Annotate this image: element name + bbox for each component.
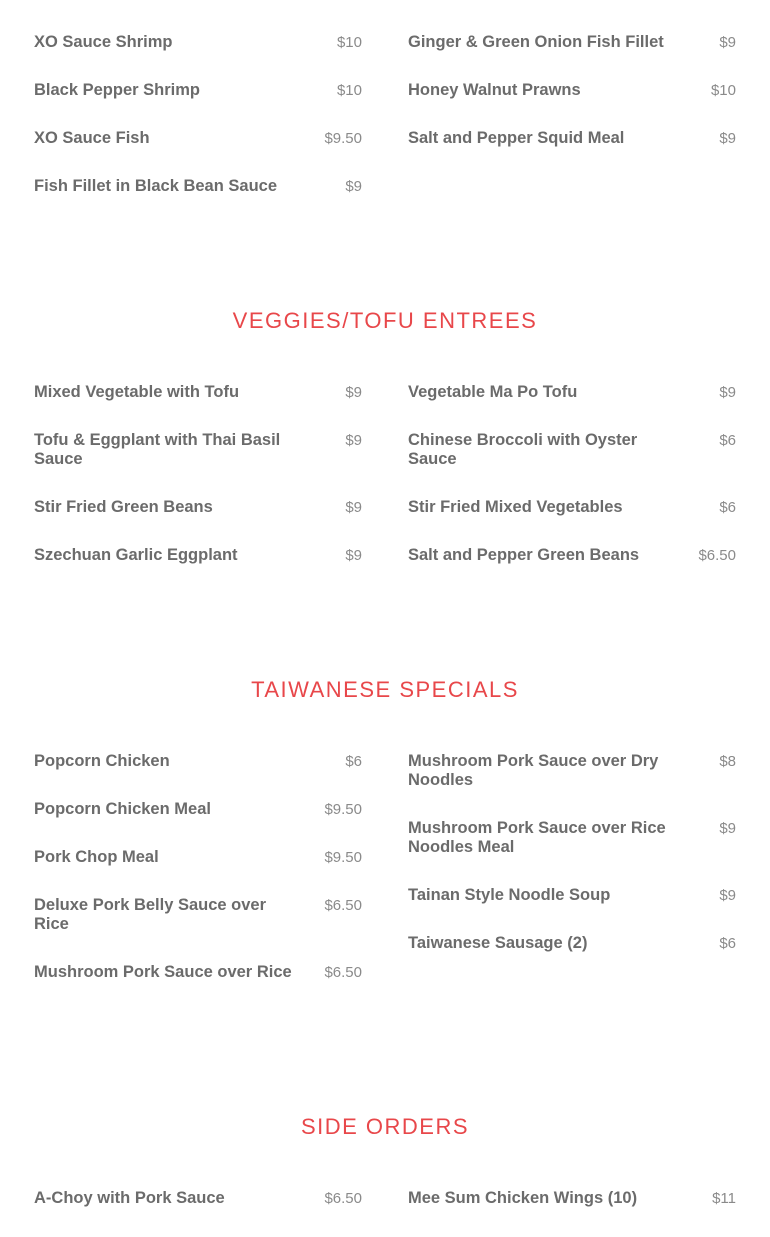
menu-item [34,33,362,52]
menu-item [408,383,736,402]
taiwanese-left-column [34,752,362,1011]
item-name: Deluxe Pork Belly Sauce over Rice [34,896,267,933]
item-name: Tainan Style Noodle Soup [408,886,611,904]
item-price: $9.50 [324,130,362,147]
section-title-taiwanese: TAIWANESE SPECIALS [251,677,519,702]
section-title-sides: SIDE ORDERS [300,1114,470,1139]
item-name: XO Sauce Shrimp [34,33,173,51]
menu-item [408,498,736,517]
item-name: Taiwanese Sausage (2) [408,934,588,952]
menu-item [34,800,362,819]
item-name: Honey Walnut Prawns [408,81,581,99]
item-name: Stir Fried Green Beans [34,498,213,516]
section-title-veggies: VEGGIES/TOFU ENTREES [232,308,538,333]
menu-item [34,177,362,196]
item-price: $9.50 [324,849,362,866]
item-price: $9 [719,34,736,51]
item-price: $9 [345,547,362,564]
menu-item [34,752,362,771]
menu-item [408,886,736,905]
item-price: $10 [336,34,362,51]
item-name: Vegetable Ma Po Tofu [408,383,578,401]
item-price: $6 [719,499,736,516]
menu-item [34,431,362,469]
item-name: Tofu & Eggplant with Thai Basil Sauce [34,431,281,468]
menu-item [34,498,362,517]
item-name: Fish Fillet in Black Bean Sauce [34,177,277,195]
item-price: $8 [719,753,736,770]
menu-item [34,963,362,982]
menu-item [34,383,362,402]
menu-item [408,431,736,469]
item-price: $6 [345,753,362,770]
item-price: $9 [719,384,736,401]
item-price: $9.50 [324,801,362,818]
seafood-right-column [408,33,736,177]
menu-item [34,1189,362,1208]
menu-item [408,752,736,790]
taiwanese-right-column [408,752,736,982]
item-name: A-Choy with Pork Sauce [34,1189,225,1207]
veggies-right-column [408,383,736,594]
sides-right-column [408,1189,736,1237]
item-name: Salt and Pepper Squid Meal [408,129,625,147]
menu-item [408,33,736,52]
item-price: $6.50 [698,547,736,564]
item-name: Popcorn Chicken [34,752,170,770]
menu-item [34,896,362,934]
menu-item [408,129,736,148]
item-name: Pork Chop Meal [34,848,159,866]
item-price: $9 [719,130,736,147]
item-price: $6.50 [324,1190,362,1207]
item-name: Mushroom Pork Sauce over Dry Noodles [408,752,659,789]
item-price: $11 [712,1190,736,1207]
item-name: XO Sauce Fish [34,129,150,147]
menu-item [408,546,736,565]
item-price: $9 [345,384,362,401]
item-name: Stir Fried Mixed Vegetables [408,498,623,516]
menu-item [34,546,362,565]
item-name: Chinese Broccoli with Oyster Sauce [408,431,638,468]
item-name: Mixed Vegetable with Tofu [34,383,240,401]
item-name: Mee Sum Chicken Wings (10) [408,1189,638,1207]
item-price: $9 [719,820,736,837]
item-price: $10 [710,82,736,99]
menu-item [34,81,362,100]
menu-item [34,848,362,867]
menu-item [408,1189,736,1208]
item-price: $9 [719,887,736,904]
sides-left-column [34,1189,362,1237]
item-price: $9 [345,178,362,195]
item-price: $9 [345,499,362,516]
item-name: Mushroom Pork Sauce over Rice Noodles Meal [408,819,666,856]
item-price: $9 [345,432,362,449]
item-name: Salt and Pepper Green Beans [408,546,640,564]
menu-item [408,934,736,953]
item-price: $6.50 [324,897,362,914]
item-name: Szechuan Garlic Eggplant [34,546,238,564]
menu-item [408,819,736,857]
veggies-left-column [34,383,362,594]
item-price: $6 [719,935,736,952]
item-price: $6.50 [324,964,362,981]
item-name: Black Pepper Shrimp [34,81,200,99]
item-name: Ginger & Green Onion Fish Fillet [408,33,664,51]
item-name: Popcorn Chicken Meal [34,800,211,818]
menu-item [34,129,362,148]
item-price: $10 [336,82,362,99]
item-price: $6 [719,432,736,449]
seafood-left-column [34,33,362,225]
menu-item [408,81,736,100]
item-name: Mushroom Pork Sauce over Rice [34,963,292,981]
